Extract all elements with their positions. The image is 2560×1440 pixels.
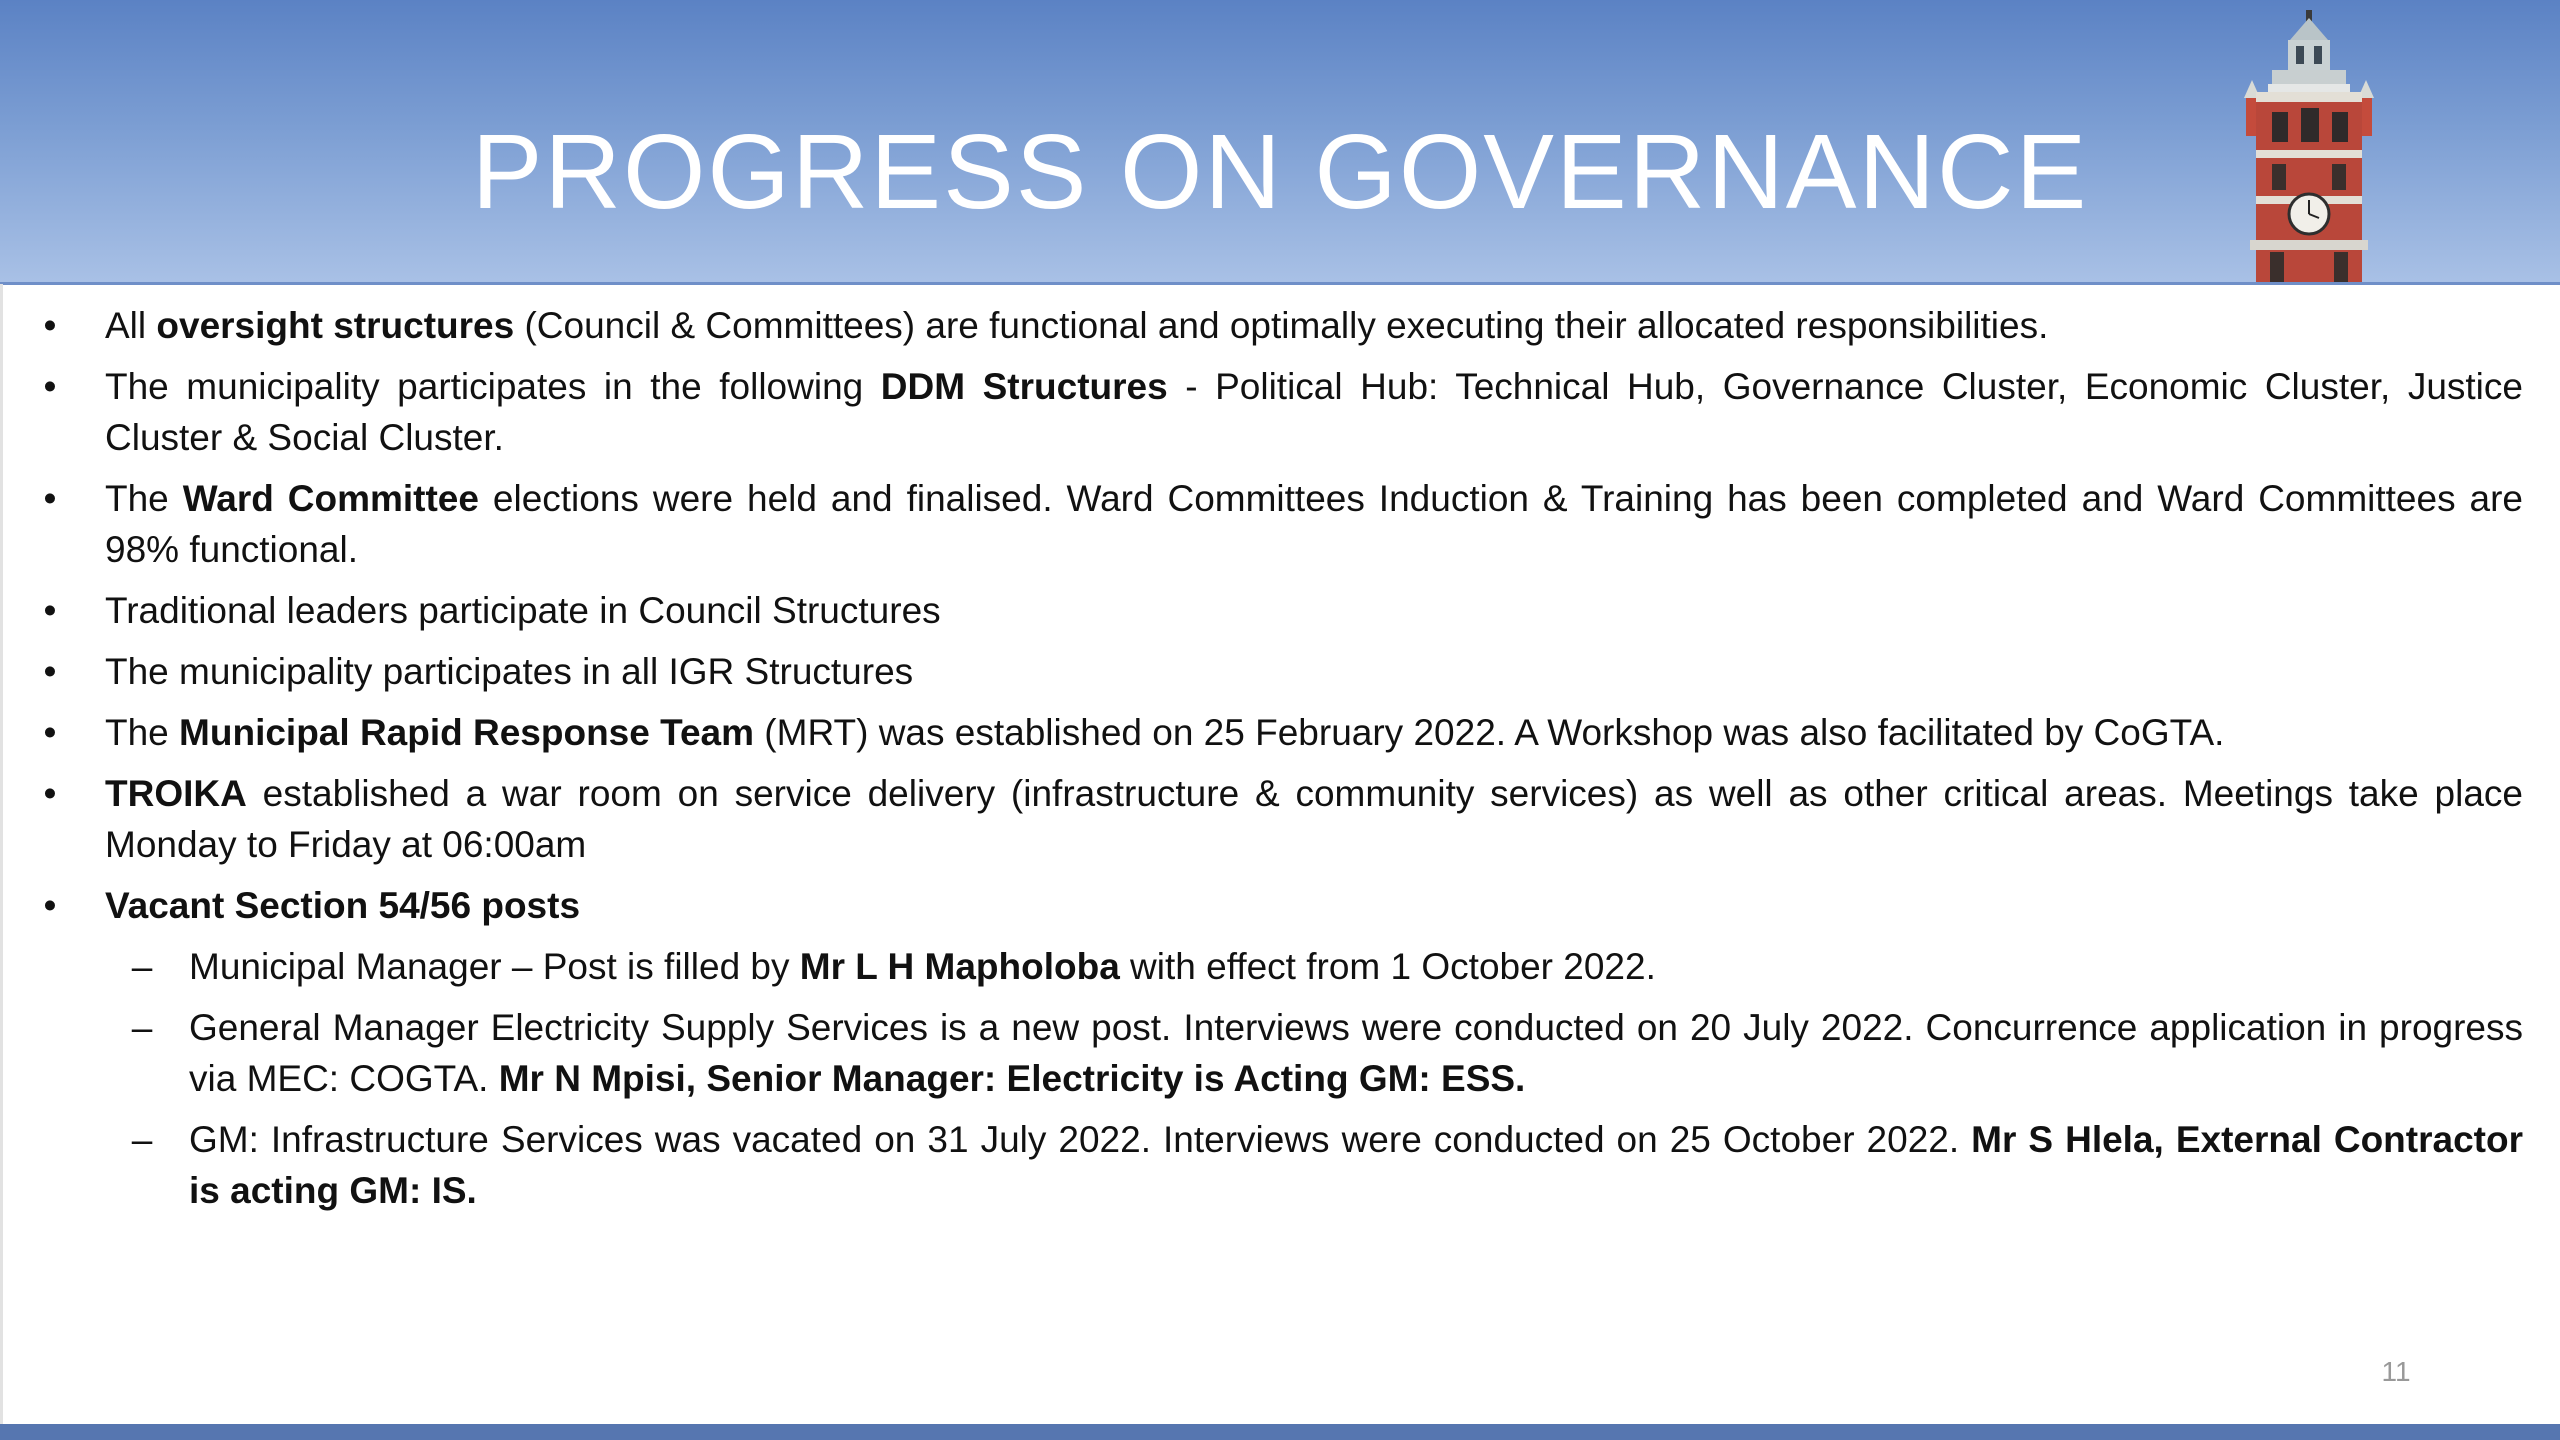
sub-list-item: – Municipal Manager – Post is filled by Mr L H Mapholoba with effect from 1 October 2022. bbox=[189, 941, 2523, 992]
bullet-icon: • bbox=[43, 712, 57, 753]
list-item: • The Ward Committee elections were held and finalised. Ward Committees Induction & Training has been completed and Ward Committees are 98% functional. bbox=[105, 473, 2523, 575]
bullet-icon: • bbox=[43, 651, 57, 692]
slide-title: PROGRESS ON GOVERNANCE bbox=[471, 113, 2089, 231]
list-item: • The municipality participates in the following DDM Structures - Political Hub: Technical Hub, Governance Cluster, Economic Cluster, Justice Cluster & Social Cluster. bbox=[105, 361, 2523, 463]
bullet-icon: • bbox=[43, 590, 57, 631]
page-number: 11 bbox=[2381, 1356, 2411, 1387]
list-item: • All oversight structures (Council & Committees) are functional and optimally executing their allocated responsibilities. bbox=[105, 300, 2523, 351]
dash-icon: – bbox=[131, 1007, 153, 1048]
sub-list-item: – General Manager Electricity Supply Services is a new post. Interviews were conducted on 20 July 2022. Concurrence application in progress via MEC: COGTA. Mr N Mpisi, Senior Manager: Electricity is Acting GM: ESS. bbox=[189, 1002, 2523, 1104]
header-divider bbox=[0, 282, 2560, 285]
bullet-icon: • bbox=[43, 478, 57, 519]
list-item: • The Municipal Rapid Response Team (MRT) was established on 25 February 2022. A Workshop was also facilitated by CoGTA. bbox=[105, 707, 2523, 758]
bullet-icon: • bbox=[43, 773, 57, 814]
footer-bar bbox=[0, 1424, 2560, 1440]
dash-icon: – bbox=[131, 946, 153, 987]
list-item: • Traditional leaders participate in Council Structures bbox=[105, 585, 2523, 636]
list-item: • Vacant Section 54/56 posts bbox=[105, 880, 2523, 931]
clock-tower-icon bbox=[2160, 0, 2460, 284]
bullet-list bbox=[0, 300, 2560, 1226]
list-item: • The municipality participates in all IGR Structures bbox=[105, 646, 2523, 697]
dash-icon: – bbox=[131, 1119, 153, 1160]
sub-list-item: – GM: Infrastructure Services was vacated on 31 July 2022. Interviews were conducted on 25 October 2022. Mr S Hlela, External Contractor is acting GM: IS. bbox=[189, 1114, 2523, 1216]
bullet-icon: • bbox=[43, 366, 57, 407]
list-item: • TROIKA established a war room on service delivery (infrastructure & community services) as well as other critical areas. Meetings take place Monday to Friday at 06:00am bbox=[105, 768, 2523, 870]
bullet-icon: • bbox=[43, 305, 57, 346]
header-banner bbox=[0, 0, 2560, 284]
bullet-icon: • bbox=[43, 885, 57, 926]
